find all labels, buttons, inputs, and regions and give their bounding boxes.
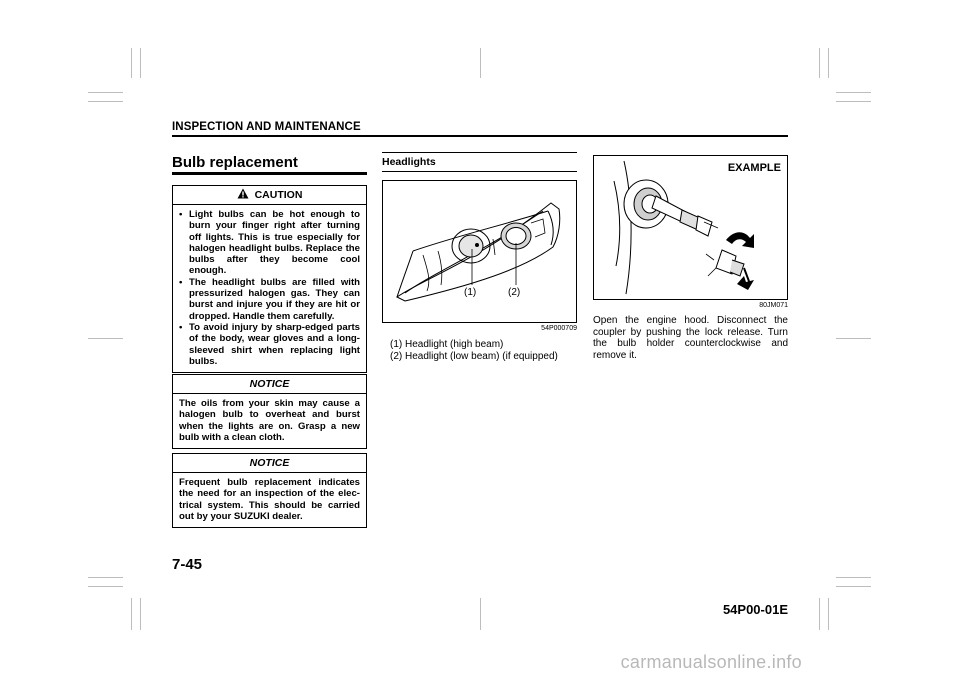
caution-body [173,205,366,372]
notice-body: The oils from your skin may cause a halogen bulb to overheat and burst when the lights are on. Grasp a new bulb with a clean cloth. [179,398,360,443]
example-label: EXAMPLE [727,162,781,174]
warning-triangle-icon [237,188,249,199]
caution-label: CAUTION [254,189,303,201]
caution-item: • Light bulbs can be hot enough to burn your finger right after turning off lights. This is true especially for halogen headlight bulbs. Replace the bulbs after they become cool enough. [179,209,360,277]
header-rule [172,135,788,137]
crop-mark [140,48,141,78]
notice-header: NOTICE [173,375,366,394]
crop-mark [836,586,871,587]
crop-mark [828,598,829,630]
title-rule [172,172,367,175]
crop-mark [131,48,132,78]
caution-box [172,185,367,373]
page-number: 7-45 [172,556,203,573]
callout-label: (2) [508,287,521,298]
headlight-illustration [383,181,576,322]
crop-mark [88,101,123,102]
crop-mark [88,586,123,587]
crop-mark [828,48,829,78]
headlight-figure [382,180,577,323]
section-header: INSPECTION AND MAINTENANCE [172,121,361,133]
notice-body: Frequent bulb replacement indicates the need for an inspection of the elec-trical system. This should be carried out by your SUZUKI dealer. [179,477,360,522]
figure-code: 54P000709 [541,325,577,332]
crop-mark [140,598,141,630]
instruction-paragraph: Open the engine hood. Disconnect the coupler by pushing the lock release. Turn the bulb holder counterclockwise and remove it. [593,315,788,361]
caution-header [173,186,366,205]
crop-mark [836,577,871,578]
watermark: carmanualsonline.info [620,652,802,672]
heading-rule [382,152,577,153]
section-heading: Headlights [382,156,436,168]
crop-mark [836,101,871,102]
crop-mark [88,92,123,93]
bulb-removal-figure [593,155,788,300]
figure-captions [390,339,580,362]
crop-mark [819,48,820,78]
crop-mark [88,338,123,339]
page-title: Bulb replacement [172,154,298,171]
figure-code: 80JM071 [759,302,788,309]
crop-mark [88,577,123,578]
caption-line: (1) Headlight (high beam) [390,339,504,350]
caution-item: • The headlight bulbs are filled with pressurized halogen gas. They can burst and injure you if they are hit or dropped. Handle them carefully. [179,277,360,322]
document-code: 54P00-01E [722,602,788,617]
bulb-removal-illustration [594,156,787,299]
callout-label: (1) [464,287,477,298]
crop-mark [480,48,481,78]
heading-rule [382,171,577,172]
caution-item: • To avoid injury by sharp-edged parts of the body, wear gloves and a long-sleeved shirt when replacing light bulbs. [179,322,360,367]
caption-line: (2) Headlight (low beam) (if equipped) [390,350,558,362]
notice-header: NOTICE [173,454,366,473]
notice-box [172,374,367,449]
crop-mark [836,92,871,93]
crop-mark [836,338,871,339]
crop-mark [131,598,132,630]
crop-mark [819,598,820,630]
notice-box [172,453,367,528]
crop-mark [480,598,481,630]
